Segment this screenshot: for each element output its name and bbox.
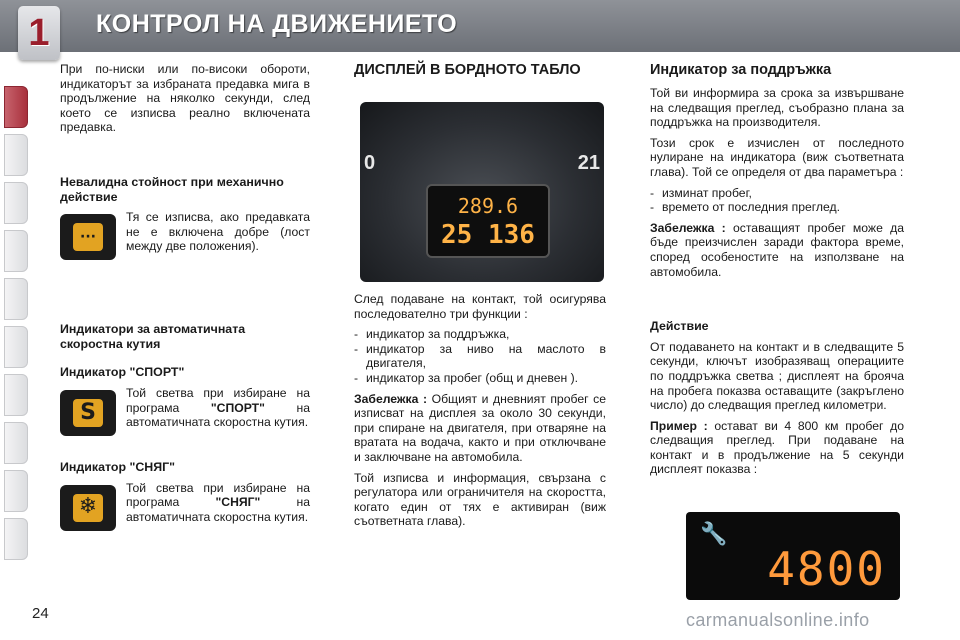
example-text: Пример : остават ви 4 800 км пробег до следващия преглед. При подаване на контакт и в продължение на 5 секунди дисплеят показва : (650, 418, 904, 477)
list-item: - индикатор за поддръжка, (354, 327, 606, 342)
page-number: 24 (32, 605, 49, 622)
service-display-photo (686, 512, 900, 600)
odometer-lcd (426, 184, 550, 258)
snowflake-icon: ❄ (60, 485, 116, 531)
sport-mode-icon: S (60, 390, 116, 436)
side-tab-2[interactable] (4, 134, 28, 176)
side-tab-8[interactable] (4, 422, 28, 464)
side-tab-9[interactable] (4, 470, 28, 512)
total-odometer-value: 25 136 (441, 220, 535, 250)
watermark: carmanualsonline.info (686, 610, 870, 630)
side-tab-10[interactable] (4, 518, 28, 560)
dashboard-display-heading: ДИСПЛЕЙ В БОРДНОТО ТАБЛО (354, 62, 581, 78)
action-heading: Действие (650, 319, 709, 334)
sport-indicator-text: Той светва при избиране на програма "СПОРТ" на автоматичната скоростна кутия. (126, 385, 310, 430)
invalid-value-heading: Невалидна стойност при механично действие (60, 174, 284, 204)
trip-odometer-value: 289.6 (457, 194, 519, 218)
service-parameters-list (650, 186, 904, 215)
snow-indicator-heading: Индикатор "СНЯГ" (60, 459, 176, 474)
cruise-info-text: Той изписва и информация, свързана с регулатора или ограничителя на скоростта, когато един от тях е активиран (виж съответната глава). (354, 470, 606, 529)
dial-number-right: 21 (577, 152, 600, 174)
list-item: - индикатор за ниво на маслото в двигателя, (354, 342, 606, 371)
invalid-gear-icon: ··· (60, 214, 116, 260)
service-note: Забележка : оставащият пробег може да бъде преизчислен заради фактора време, според особеностите на използване на автомобила. (650, 220, 904, 279)
action-text: От подаването на контакт и в следващите 5 секунди, ключът изобразяващ операциите по поддръжка светва ; дисплеят на брояча на пробега показва оставащите (закръглено число) до следващия преглед километри. (650, 339, 904, 413)
list-item: - времето от последния преглед. (650, 200, 904, 215)
side-tab-5[interactable] (4, 278, 28, 320)
side-tab-4[interactable] (4, 230, 28, 272)
service-indicator-p2: Този срок е изчислен от последното нулиране на индикатора (виж съответната глава). Той се определя от два параметъра : (650, 135, 904, 179)
instrument-cluster-photo (360, 102, 604, 282)
list-item: - индикатор за пробег (общ и дневен ). (354, 371, 606, 386)
chapter-side-tabs (0, 64, 30, 584)
side-tab-6[interactable] (4, 326, 28, 368)
trip-note: Забележка : Общият и дневният пробег се изписват на дисплея за около 30 секунди, при спиране на двигателя, при отваряне на вратата на водача, както и при отключване и заключване на автомобила. (354, 391, 606, 464)
list-item: - изминат пробег, (650, 186, 904, 201)
sport-indicator-row (60, 386, 310, 436)
gear-intro-text: При по-ниски или по-високи обороти, индикаторът за избраната предавка мига в продължение на няколко секунди, след което се изписва реално включената предавка. (60, 62, 310, 135)
column-left (60, 62, 310, 531)
snow-indicator-row (60, 481, 310, 531)
auto-gearbox-heading: Индикатори за автоматичната скоростна кутия (60, 322, 246, 351)
wrench-icon: 🔧 (700, 522, 728, 547)
display-functions-list (354, 327, 606, 385)
snow-indicator-text: Той светва при избиране на програма "СНЯГ" на автоматичната скоростна кутия. (126, 480, 310, 524)
service-indicator-heading: Индикатор за поддръжка (650, 62, 832, 78)
invalid-value-text: Тя се изписва, ако предавката не е включена добре (лост между две положения). (126, 210, 310, 254)
sport-indicator-heading: Индикатор "СПОРТ" (60, 365, 185, 380)
side-tab-1[interactable] (4, 86, 28, 128)
display-functions-intro: След подаване на контакт, той осигурява последователно три функции : (354, 292, 606, 321)
side-tab-3[interactable] (4, 182, 28, 224)
dial-number-left: 0 (364, 152, 376, 174)
column-right (650, 62, 904, 483)
chapter-number-badge: 1 (18, 6, 60, 60)
chapter-title: КОНТРОЛ НА ДВИЖЕНИЕТО (96, 10, 458, 38)
side-tab-7[interactable] (4, 374, 28, 416)
invalid-value-row (60, 210, 310, 260)
service-indicator-p1: Той ви информира за срока за извършване на следващия преглед, съобразно плана за поддръжка на производителя. (650, 86, 904, 130)
remaining-km-value: 4800 (767, 542, 886, 596)
